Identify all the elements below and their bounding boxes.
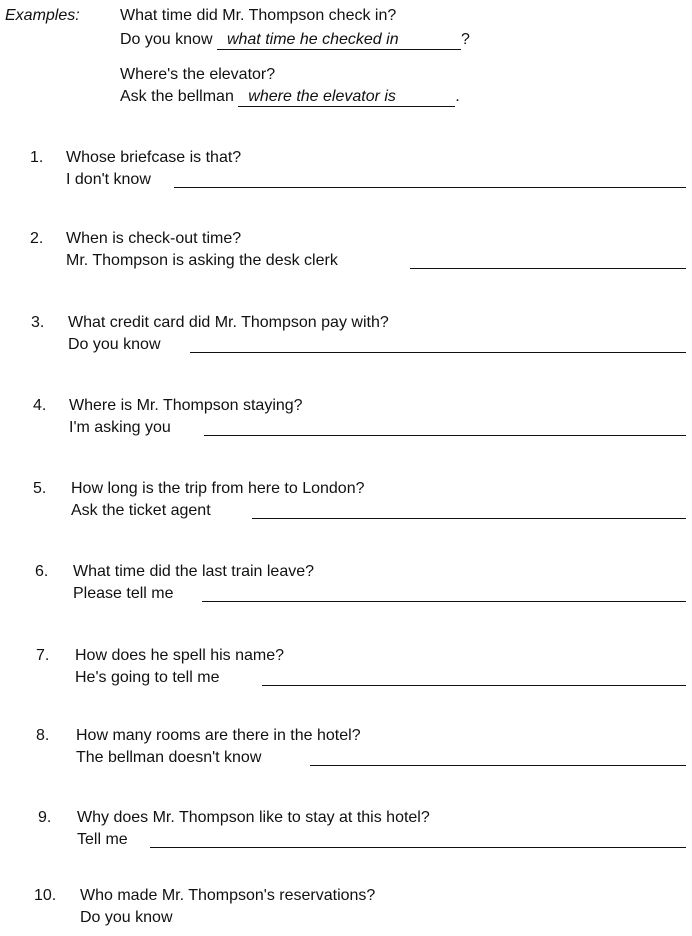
example-2-question: Where's the elevator? <box>120 66 276 83</box>
item-prompt: Please tell me <box>73 585 174 602</box>
exercise-item-6 <box>0 562 692 612</box>
example-2-prefix: Ask the bellman <box>120 88 234 105</box>
item-number: 1. <box>30 149 44 166</box>
exercise-item-3 <box>0 313 692 363</box>
item-prompt: I don't know <box>66 171 151 188</box>
example-1-answer: what time he checked in <box>217 31 461 50</box>
answer-blank[interactable] <box>310 765 686 766</box>
example-1-suffix: ? <box>460 31 470 48</box>
answer-blank[interactable] <box>150 847 686 848</box>
item-question: Where is Mr. Thompson staying? <box>69 397 303 414</box>
item-number: 4. <box>33 397 47 414</box>
answer-blank[interactable] <box>410 268 686 269</box>
item-question: How long is the trip from here to London? <box>71 480 365 497</box>
item-prompt: He's going to tell me <box>75 669 220 686</box>
example-1-answer-row <box>120 30 470 50</box>
item-number: 9. <box>38 809 52 826</box>
item-question: Who made Mr. Thompson's reservations? <box>80 887 376 904</box>
answer-blank[interactable] <box>174 187 686 188</box>
exercise-item-5 <box>0 479 692 529</box>
exercise-item-9 <box>0 808 692 858</box>
item-prompt: I'm asking you <box>69 419 171 436</box>
item-number: 8. <box>36 727 50 744</box>
item-number: 7. <box>36 647 50 664</box>
example-2-answer-row <box>120 87 460 107</box>
item-question: How does he spell his name? <box>75 647 285 664</box>
item-prompt: Tell me <box>77 831 128 848</box>
example-1-prefix: Do you know <box>120 31 213 48</box>
item-prompt: Ask the ticket agent <box>71 502 211 519</box>
exercise-item-10 <box>0 886 692 936</box>
examples-label: Examples: <box>5 7 80 24</box>
exercise-item-2 <box>0 229 692 279</box>
example-2-answer: where the elevator is <box>238 88 455 107</box>
item-prompt: Mr. Thompson is asking the desk clerk <box>66 252 338 269</box>
item-prompt: The bellman doesn't know <box>76 749 262 766</box>
item-prompt: Do you know <box>68 336 161 353</box>
item-number: 3. <box>31 314 45 331</box>
answer-blank[interactable] <box>252 518 686 519</box>
item-prompt: Do you know <box>80 909 173 926</box>
item-question: What time did the last train leave? <box>73 563 315 580</box>
item-number: 6. <box>35 563 49 580</box>
item-question: When is check-out time? <box>66 230 242 247</box>
item-question: Why does Mr. Thompson like to stay at this hotel? <box>77 809 430 826</box>
item-question: What credit card did Mr. Thompson pay with? <box>68 314 389 331</box>
item-number: 10. <box>34 887 57 904</box>
item-question: How many rooms are there in the hotel? <box>76 727 361 744</box>
answer-blank[interactable] <box>262 685 686 686</box>
item-question: Whose briefcase is that? <box>66 149 242 166</box>
item-number: 5. <box>33 480 47 497</box>
example-2-suffix: . <box>455 88 460 105</box>
exercise-item-4 <box>0 396 692 446</box>
answer-blank[interactable] <box>190 352 686 353</box>
answer-blank[interactable] <box>204 435 686 436</box>
exercise-item-1 <box>0 148 692 198</box>
exercise-item-7 <box>0 646 692 696</box>
answer-blank[interactable] <box>202 601 686 602</box>
exercise-item-8 <box>0 726 692 776</box>
example-1-question: What time did Mr. Thompson check in? <box>120 7 397 24</box>
item-number: 2. <box>30 230 44 247</box>
